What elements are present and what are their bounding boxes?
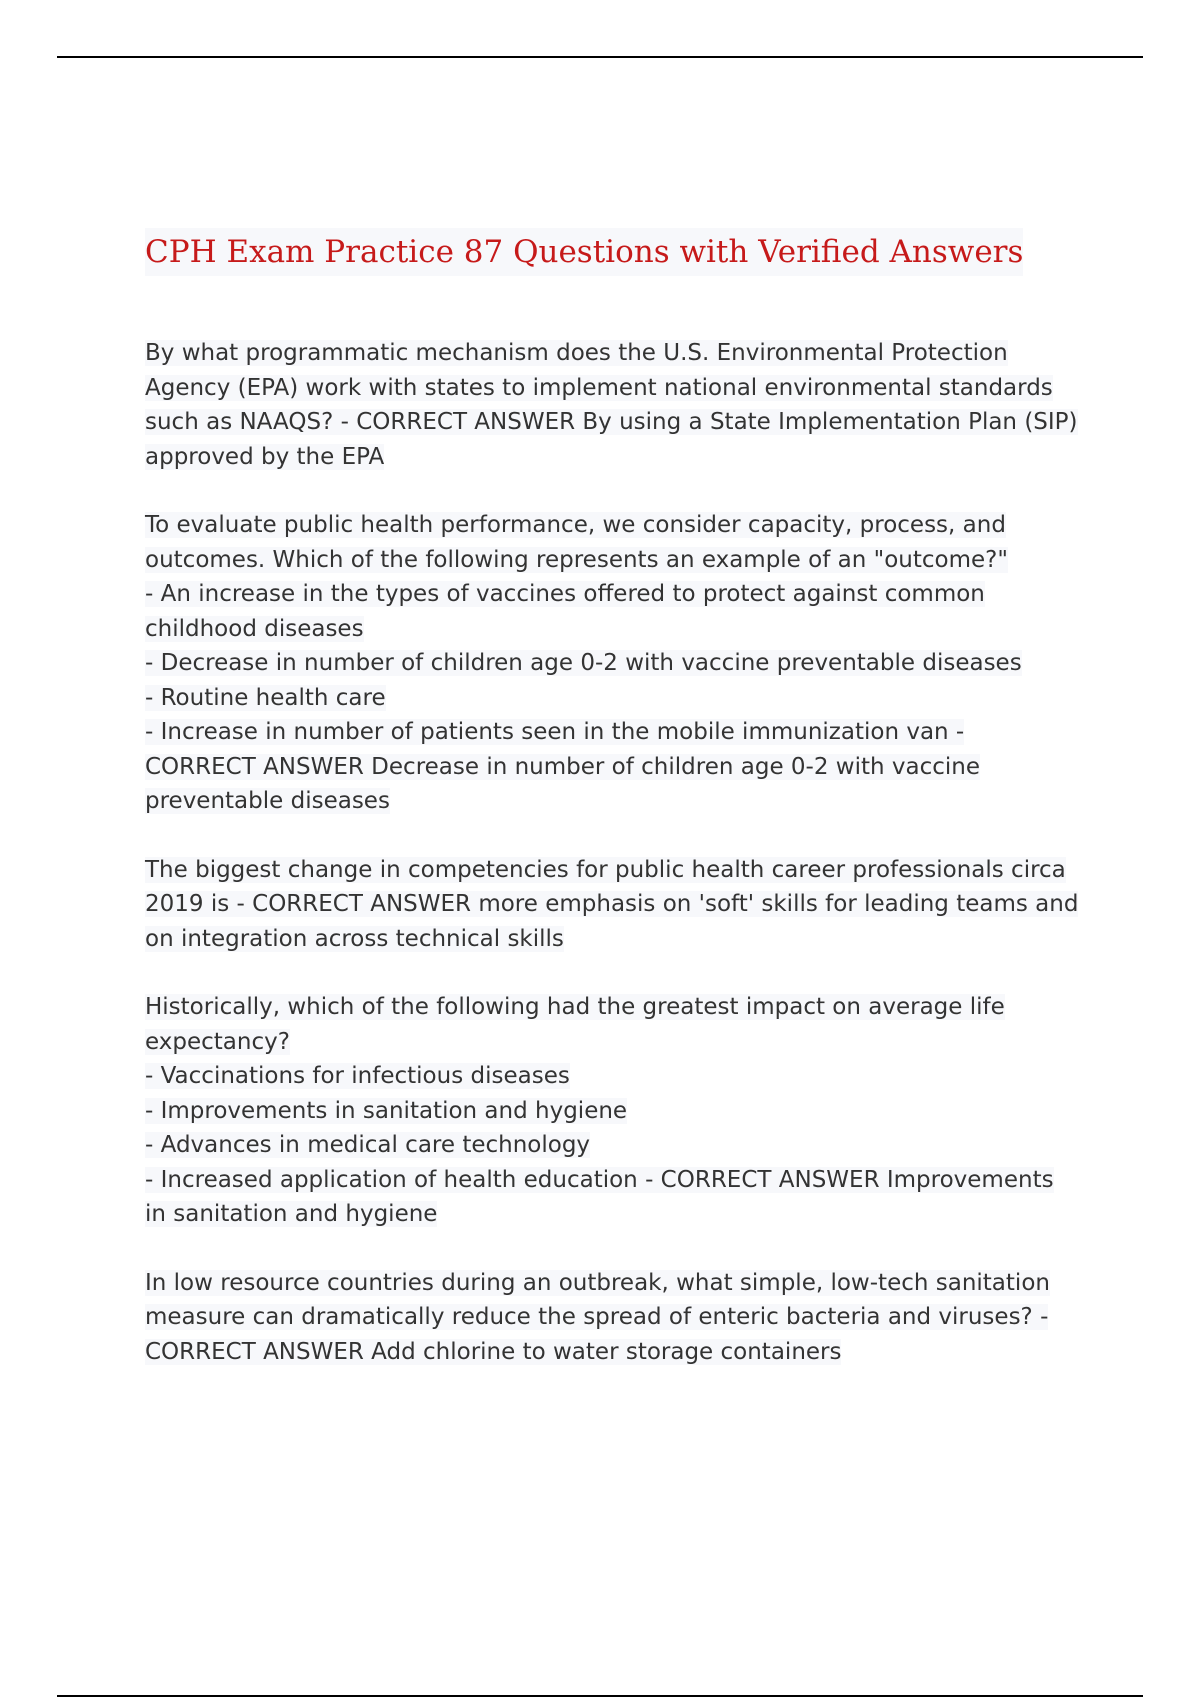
qa-option: - Advances in medical care technology xyxy=(145,1132,591,1158)
qa-option: - Vaccinations for infectious diseases xyxy=(145,1063,570,1089)
top-rule xyxy=(57,56,1143,58)
qa-option: - Increased application of health education - CORRECT ANSWER Improvements in sanitation and hygiene xyxy=(145,1166,1054,1227)
qa-text: In low resource countries during an outbreak, what simple, low-tech sanitation measure can dramatically reduce the spread of enteric bacteria and viruses? - CORRECT ANSWER Add chlorine to water storage containers xyxy=(145,1269,1050,1365)
qa-item xyxy=(145,336,1080,474)
qa-option: - Decrease in number of children age 0-2 with vaccine preventable diseases xyxy=(145,650,1022,676)
qa-item xyxy=(145,508,1080,819)
qa-item xyxy=(145,853,1080,957)
qa-text: The biggest change in competencies for public health career professionals circa 2019 is - CORRECT ANSWER more emphasis on 'soft' skills for leading teams and on integration across technical skills xyxy=(145,856,1079,952)
qa-question: To evaluate public health performance, we consider capacity, process, and outcomes. Which of the following represents an example of an "outcome?" xyxy=(145,512,1008,573)
qa-option: - An increase in the types of vaccines offered to protect against common childhood diseases xyxy=(145,581,985,642)
qa-item xyxy=(145,1266,1080,1370)
qa-question: Historically, which of the following had the greatest impact on average life expectancy? xyxy=(145,994,1005,1055)
bottom-rule xyxy=(57,1695,1143,1697)
page-content xyxy=(145,228,1080,1403)
qa-item xyxy=(145,990,1080,1232)
qa-text: By what programmatic mechanism does the U.S. Environmental Protection Agency (EPA) work with states to implement national environmental standards such as NAAQS? - CORRECT ANSWER By using a State Implementation Plan (SIP) approved by the EPA xyxy=(145,340,1078,470)
qa-list xyxy=(145,336,1080,1369)
document-title: CPH Exam Practice 87 Questions with Verified Answers xyxy=(145,228,1023,276)
qa-option: - Improvements in sanitation and hygiene xyxy=(145,1097,628,1124)
qa-option: - Increase in number of patients seen in the mobile immunization van - CORRECT ANSWER Decrease in number of children age 0-2 with vaccine preventable diseases xyxy=(145,719,981,814)
qa-option: - Routine health care xyxy=(145,684,386,711)
